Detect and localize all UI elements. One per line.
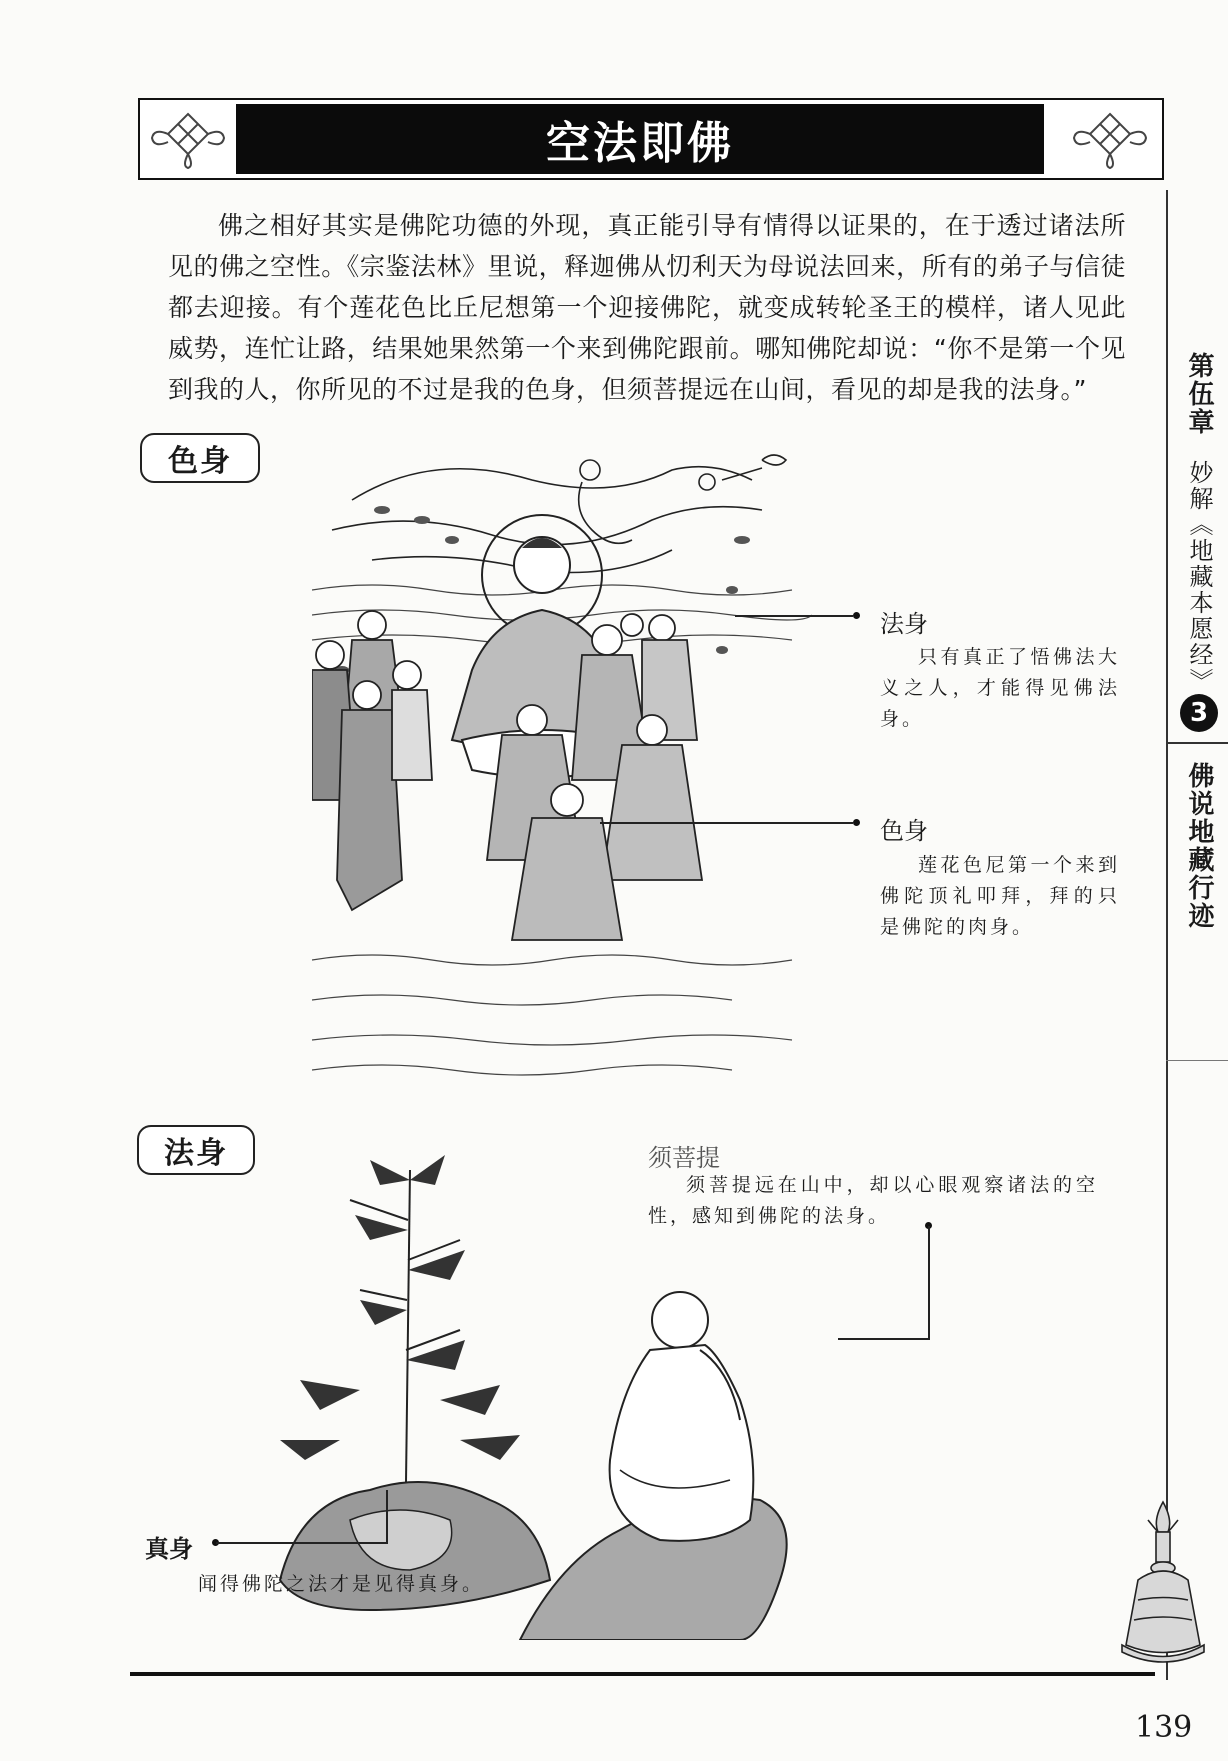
callout-subhuti-text: 须菩提远在山中，却以心眼观察诸法的空性，感知到佛陀的法身。 bbox=[648, 1174, 1098, 1227]
margin-book-label: 妙解《地藏本愿经》 bbox=[1185, 460, 1213, 694]
chapter-number-badge: 3 bbox=[1180, 694, 1218, 732]
subhuti-meditation-illustration bbox=[260, 1140, 880, 1640]
leader-line-form bbox=[600, 822, 853, 824]
leader-line-true-v bbox=[386, 1490, 388, 1544]
section-tab-form-body: 色身 bbox=[140, 433, 260, 483]
leader-dot-dharma bbox=[853, 612, 860, 619]
callout-dharma-title: 法身 bbox=[880, 610, 928, 638]
leader-line-dharma bbox=[735, 615, 853, 617]
leader-line-subhuti-v bbox=[928, 1226, 930, 1339]
callout-form-title: 色身 bbox=[880, 817, 928, 845]
title-bar bbox=[138, 98, 1164, 180]
margin-section-label: 佛说地藏行迹 bbox=[1184, 762, 1214, 930]
callout-dharma-text: 只有真正了悟佛法大义之人，才能得见佛法身。 bbox=[880, 646, 1120, 730]
callout-true-text: 闻得佛陀之法才是见得真身。 bbox=[198, 1573, 485, 1595]
callout-form-text: 莲花色尼第一个来到佛陀顶礼叩拜，拜的只是佛陀的肉身。 bbox=[880, 854, 1120, 938]
page-title: 空法即佛 bbox=[546, 118, 734, 169]
leader-line-true-h bbox=[216, 1542, 388, 1544]
title-banner bbox=[236, 104, 1044, 174]
callout-true-title: 真身 bbox=[145, 1535, 193, 1563]
callout-subhuti-title: 须菩提 bbox=[648, 1144, 720, 1172]
endless-knot-left-icon bbox=[146, 106, 230, 172]
margin-rule bbox=[1166, 190, 1168, 1680]
margin-chapter-label: 第伍章 bbox=[1184, 352, 1214, 436]
endless-knot-right-icon bbox=[1068, 106, 1152, 172]
buddha-assembly-illustration bbox=[312, 440, 812, 1100]
section-tab-dharma-body: 法身 bbox=[137, 1125, 255, 1175]
bottom-rule bbox=[130, 1672, 1155, 1676]
vajra-bell-icon bbox=[1108, 1500, 1218, 1670]
leader-dot-form bbox=[853, 819, 860, 826]
margin-divider-lower bbox=[1166, 1060, 1228, 1061]
margin-divider bbox=[1166, 742, 1228, 744]
intro-paragraph: 佛之相好其实是佛陀功德的外现，真正能引导有情得以证果的，在于透过诸法所见的佛之空性。《宗鉴法林》里说，释迦佛从忉利天为母说法回来，所有的弟子与信徒都去迎接。有个莲花色比丘尼想第一个迎接佛陀，就变成转轮圣王的模样，诸人见此威势，连忙让路，结果她果然第一个来到佛陀跟前。哪知佛陀却说：“你不是第一个见到我的人，你所见的不过是我的色身，但须菩提远在山间，看见的却是我的法身。” bbox=[168, 211, 1126, 404]
page-number: 139 bbox=[1135, 1710, 1193, 1745]
